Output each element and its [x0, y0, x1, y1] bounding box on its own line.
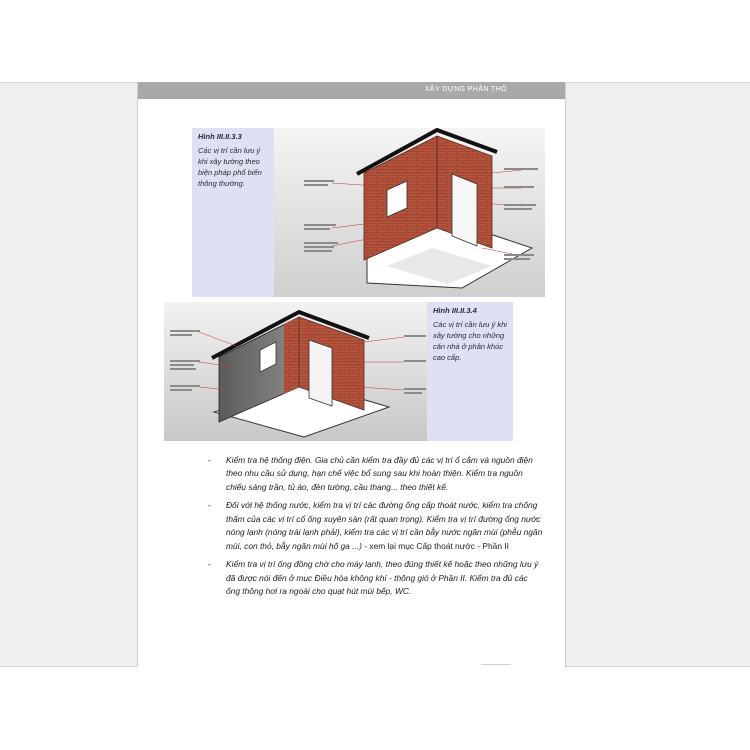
figure-2-title: Hình III.II.3.4 — [433, 306, 477, 315]
list-item: - Kiểm tra vị trí ống đồng chờ cho máy lạnh, theo đúng thiết kế hoặc theo những lưu ý đã được nói đến ở mục Điều hòa không khí - thông gió ở Phần II. Kiểm tra đủ các ống thông hơi ra ngoài cho quạt hút mùi bếp, WC. — [208, 559, 539, 596]
figure-1-caption: Các vị trí cần lưu ý khi xây tường theo biện pháp phổ biến thông thường. — [198, 146, 262, 188]
figure-1-title: Hình III.II.3.3 — [198, 132, 242, 141]
footer-divider — [481, 664, 511, 665]
checklist — [208, 454, 543, 603]
list-item: - Đối với hệ thống nước, kiểm tra vị trí các đường ống cấp thoát nước, kiểm tra chống thấm của các vị trí cổ ống xuyên sàn (rất quan trọng). Kiểm tra vị trí đường ống nước nóng lạnh (nóng trái lạnh phải), kiểm tra các vị trí cần bẫy nước ngăn mùi (phễu ngăn mùi, con thỏ, bẫy ngăn mùi hố ga ...) - xem lại mục Cấp thoát nước - Phần II — [208, 500, 543, 551]
list-item-text: Đối với hệ thống nước, kiểm tra vị trí các đường ống cấp thoát nước, kiểm tra chống thấm của các vị trí cổ ống xuyên sàn (rất quan trọng). Kiểm tra vị trí đường ống nước nóng lạnh (nóng trái lạnh phải), kiểm tra các vị trí cần bẫy nước ngăn mùi (phễu ngăn mùi, con thỏ, bẫy ngăn mùi hố ga ...) — [226, 500, 543, 551]
figure-2-caption-box — [427, 302, 513, 441]
list-item-text: Kiểm tra vị trí ống đồng chờ cho máy lạnh, theo đúng thiết kế hoặc theo những lưu ý đã được nói đến ở mục Điều hòa không khí - thông gió ở Phần II. Kiểm tra đủ các ống thông hơi ra ngoài cho quạt hút mùi bếp, WC. — [226, 559, 539, 596]
page-header-title: XÂY DỰNG PHẦN THÔ — [424, 86, 507, 93]
page-header-bar — [138, 82, 565, 99]
figure-1-caption-box — [192, 128, 274, 297]
list-item-text: Kiểm tra hệ thống điện. Gia chủ cần kiểm tra đầy đủ các vị trí ổ cắm và nguồn điện theo nhu cầu sử dụng, hạn chế việc bổ sung sau khi hoàn thiện. Kiểm tra nguồn chiếu sáng trần, tủ áo, đèn tường, cầu thang... theo thiết kế. — [226, 455, 533, 492]
list-item: - Kiểm tra hệ thống điện. Gia chủ cần kiểm tra đầy đủ các vị trí ổ cắm và nguồn điện theo nhu cầu sử dụng, hạn chế việc bổ sung sau khi hoàn thiện. Kiểm tra nguồn chiếu sáng trần, tủ áo, đèn tường, cầu thang... theo thiết kế. — [208, 455, 533, 492]
list-item-note: - xem lại mục Cấp thoát nước - Phần II — [361, 540, 509, 551]
figure-2-caption: Các vị trí cần lưu ý khi xây tường cho những căn nhà ở phân khúc cao cấp. — [433, 320, 507, 362]
document-page — [137, 82, 566, 667]
